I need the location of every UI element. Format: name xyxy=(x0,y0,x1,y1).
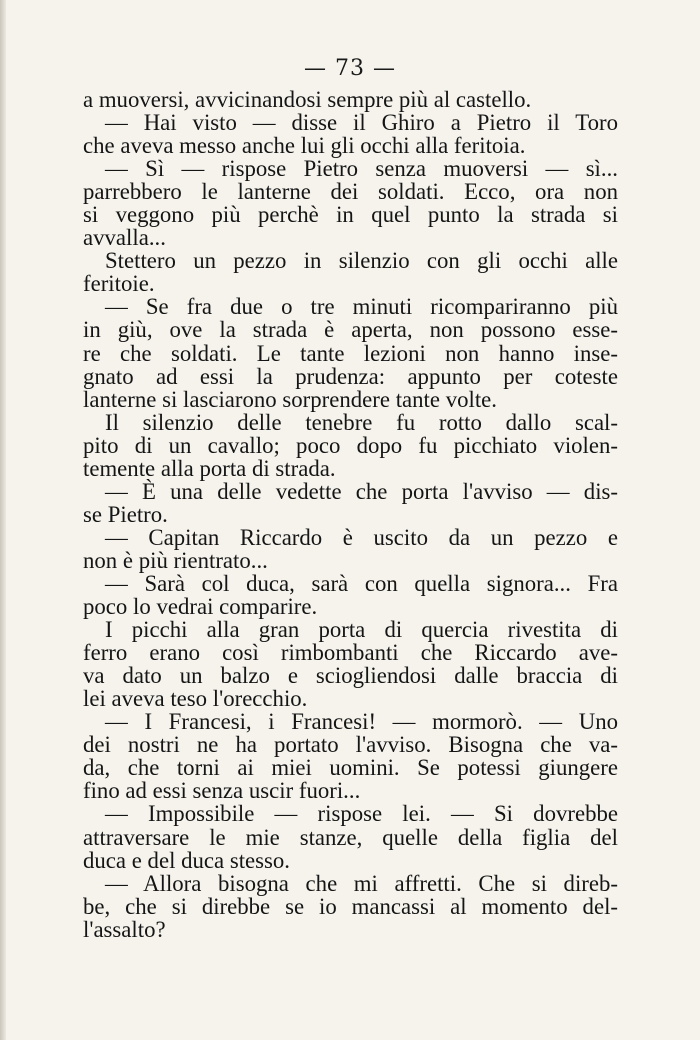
page-binding-edge xyxy=(0,0,6,1040)
text-line: avvalla... xyxy=(83,225,166,251)
text-line: va dato un balzo e sciogliendosi dalle braccia di xyxy=(83,663,618,689)
text-line: temente alla porta di strada. xyxy=(83,455,336,481)
text-line: che aveva messo anche lui gli occhi alla feritoia. xyxy=(83,133,526,159)
text-line: — È una delle vedette che porta l'avviso — dis- xyxy=(105,478,618,504)
text-line: l'assalto? xyxy=(83,916,166,942)
text-line: I picchi alla gran porta di quercia rivestita di xyxy=(105,617,618,643)
text-line: pito di un cavallo; poco dopo fu picchiato violen- xyxy=(83,432,618,458)
text-line: feritoie. xyxy=(83,271,155,297)
text-line: — Sarà col duca, sarà con quella signora... Fra xyxy=(105,570,618,596)
text-line: se Pietro. xyxy=(83,501,168,527)
text-line: — I Francesi, i Francesi! — mormorò. — Uno xyxy=(105,709,618,735)
text-line: ferro erano così rimbombanti che Riccardo ave- xyxy=(83,640,618,666)
text-line: si veggono più perchè in quel punto la strada si xyxy=(83,202,618,228)
text-line: da, che torni ai miei uomini. Se potessi giungere xyxy=(83,755,618,781)
text-line: — Hai visto — disse il Ghiro a Pietro il Toro xyxy=(105,110,618,136)
text-line: Stettero un pezzo in silenzio con gli occhi alle xyxy=(105,248,618,274)
text-line: duca e del duca stesso. xyxy=(83,847,290,873)
body-text xyxy=(83,88,618,941)
text-line: parrebbero le lanterne dei soldati. Ecco, ora non xyxy=(83,179,618,205)
text-line: fino ad essi senza uscir fuori... xyxy=(83,778,361,804)
text-line: in giù, ove la strada è aperta, non possono esse- xyxy=(83,317,618,343)
text-line: poco lo vedrai comparire. xyxy=(83,594,318,620)
text-line: — Impossibile — rispose lei. — Si dovrebbe xyxy=(105,801,618,827)
text-line: Il silenzio delle tenebre fu rotto dallo scal- xyxy=(105,409,618,435)
text-line: dei nostri ne ha portato l'avviso. Bisogna che va- xyxy=(83,732,618,758)
text-line: — Allora bisogna che mi affretti. Che si direb- xyxy=(105,870,618,896)
page-number: — 73 — xyxy=(304,56,396,81)
text-line: re che soldati. Le tante lezioni non hanno inse- xyxy=(83,340,618,366)
text-line: — Sì — rispose Pietro senza muoversi — sì... xyxy=(105,156,618,182)
text-line: be, che si direbbe se io mancassi al momento del- xyxy=(83,893,618,919)
text-line: attraversare le mie stanze, quelle della figlia del xyxy=(83,824,618,850)
text-line: — Se fra due o tre minuti ricompariranno più xyxy=(105,294,618,320)
text-line: non è più rientrato... xyxy=(83,547,268,573)
text-line: gnato ad essi la prudenza: appunto per coteste xyxy=(83,363,618,389)
text-line: lanterne si lasciarono sorprendere tante volte. xyxy=(83,386,497,412)
text-line: lei aveva teso l'orecchio. xyxy=(83,686,308,712)
text-line: — Capitan Riccardo è uscito da un pezzo e xyxy=(105,524,618,550)
text-line: a muoversi, avvicinandosi sempre più al castello. xyxy=(83,87,532,112)
